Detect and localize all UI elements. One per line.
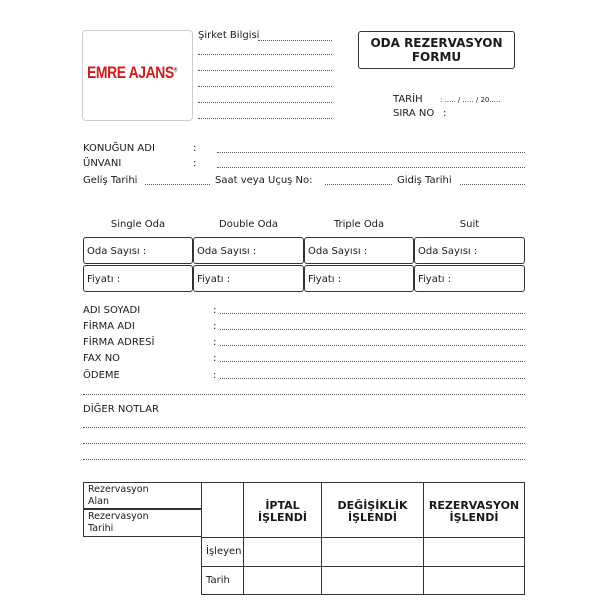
company-info-line[interactable]: [198, 102, 332, 103]
change-processor-cell[interactable]: [321, 537, 424, 567]
colon: :: [193, 143, 197, 154]
company-info-line[interactable]: [198, 70, 332, 71]
blank-header-cell: [201, 482, 244, 538]
departure-date-label: Gidiş Tarihi: [397, 175, 452, 186]
room-type-double: Double Oda: [219, 219, 278, 230]
notes-line[interactable]: [83, 427, 525, 428]
full-name-label: ADI SOYADI: [83, 305, 141, 316]
reservation-date-status-cell[interactable]: [423, 566, 525, 595]
reservation-processor-cell[interactable]: [423, 537, 525, 567]
sequence-label: SIRA NO: [393, 108, 435, 119]
payment-label: ÖDEME: [83, 370, 120, 381]
other-notes-label: DİĞER NOTLAR: [83, 404, 159, 415]
notes-line[interactable]: [83, 459, 525, 460]
guest-title-label: ÜNVANI: [83, 158, 122, 169]
change-processed-header: DEĞİŞİKLİK İŞLENDİ: [321, 482, 424, 538]
room-type-triple: Triple Oda: [333, 219, 385, 230]
date-field[interactable]: : ..... / ..... / 20.....: [440, 96, 501, 104]
company-logo: EMRE AJANS®: [87, 63, 178, 82]
colon: :: [213, 337, 217, 348]
company-info-line[interactable]: [198, 54, 332, 55]
colon: :: [213, 353, 217, 364]
full-name-field[interactable]: [220, 313, 525, 314]
colon: :: [193, 158, 197, 169]
company-info-label: Şirket Bilgisi: [198, 30, 260, 41]
reservation-date-cell[interactable]: Rezervasyon Tarihi: [83, 509, 202, 537]
cancel-processor-cell[interactable]: [243, 537, 322, 567]
company-address-label: FİRMA ADRESİ: [83, 337, 155, 348]
company-name-label: FİRMA ADI: [83, 321, 135, 332]
cancel-date-cell[interactable]: [243, 566, 322, 595]
colon: :: [213, 321, 217, 332]
colon: :: [213, 305, 217, 316]
triple-room-count[interactable]: Oda Sayısı :: [304, 237, 414, 264]
departure-date-field[interactable]: [460, 184, 525, 185]
single-room-count[interactable]: Oda Sayısı :: [83, 237, 193, 264]
triple-room-price[interactable]: Fiyatı :: [304, 265, 414, 292]
change-date-cell[interactable]: [321, 566, 424, 595]
reservation-by-cell[interactable]: Rezervasyon Alan: [83, 482, 202, 509]
notes-separator: [83, 394, 525, 395]
room-type-suit: Suit: [459, 219, 480, 230]
company-info-line[interactable]: [198, 118, 332, 119]
guest-name-field[interactable]: [217, 152, 525, 153]
company-info-line[interactable]: [258, 40, 332, 41]
guest-title-field[interactable]: [217, 167, 525, 168]
fax-field[interactable]: [220, 361, 525, 362]
arrival-date-label: Geliş Tarihi: [83, 175, 138, 186]
date-label: TARİH: [393, 94, 423, 105]
suit-room-price[interactable]: Fiyatı :: [414, 265, 525, 292]
fax-label: FAX NO: [83, 353, 121, 364]
company-name-field[interactable]: [220, 329, 525, 330]
company-info-line[interactable]: [198, 86, 332, 87]
form-title: ODA REZERVASYON FORMU: [358, 31, 515, 69]
double-room-count[interactable]: Oda Sayısı :: [193, 237, 304, 264]
time-flight-field[interactable]: [325, 184, 392, 185]
notes-line[interactable]: [83, 443, 525, 444]
company-address-field[interactable]: [220, 345, 525, 346]
room-type-single: Single Oda: [110, 219, 166, 230]
single-room-price[interactable]: Fiyatı :: [83, 265, 193, 292]
date-row-label: Tarih: [201, 566, 244, 595]
payment-field[interactable]: [220, 378, 525, 379]
reservation-processed-header: REZERVASYON İŞLENDİ: [423, 482, 525, 538]
time-flight-label: Saat veya Uçuş No:: [215, 175, 313, 186]
colon: :: [213, 370, 217, 381]
suit-room-count[interactable]: Oda Sayısı :: [414, 237, 525, 264]
double-room-price[interactable]: Fiyatı :: [193, 265, 304, 292]
processor-row-label: İşleyen: [201, 537, 244, 567]
sequence-colon: :: [443, 108, 447, 119]
cancel-processed-header: İPTAL İŞLENDİ: [243, 482, 322, 538]
arrival-date-field[interactable]: [145, 184, 210, 185]
guest-name-label: KONUĞUN ADI: [83, 143, 155, 154]
